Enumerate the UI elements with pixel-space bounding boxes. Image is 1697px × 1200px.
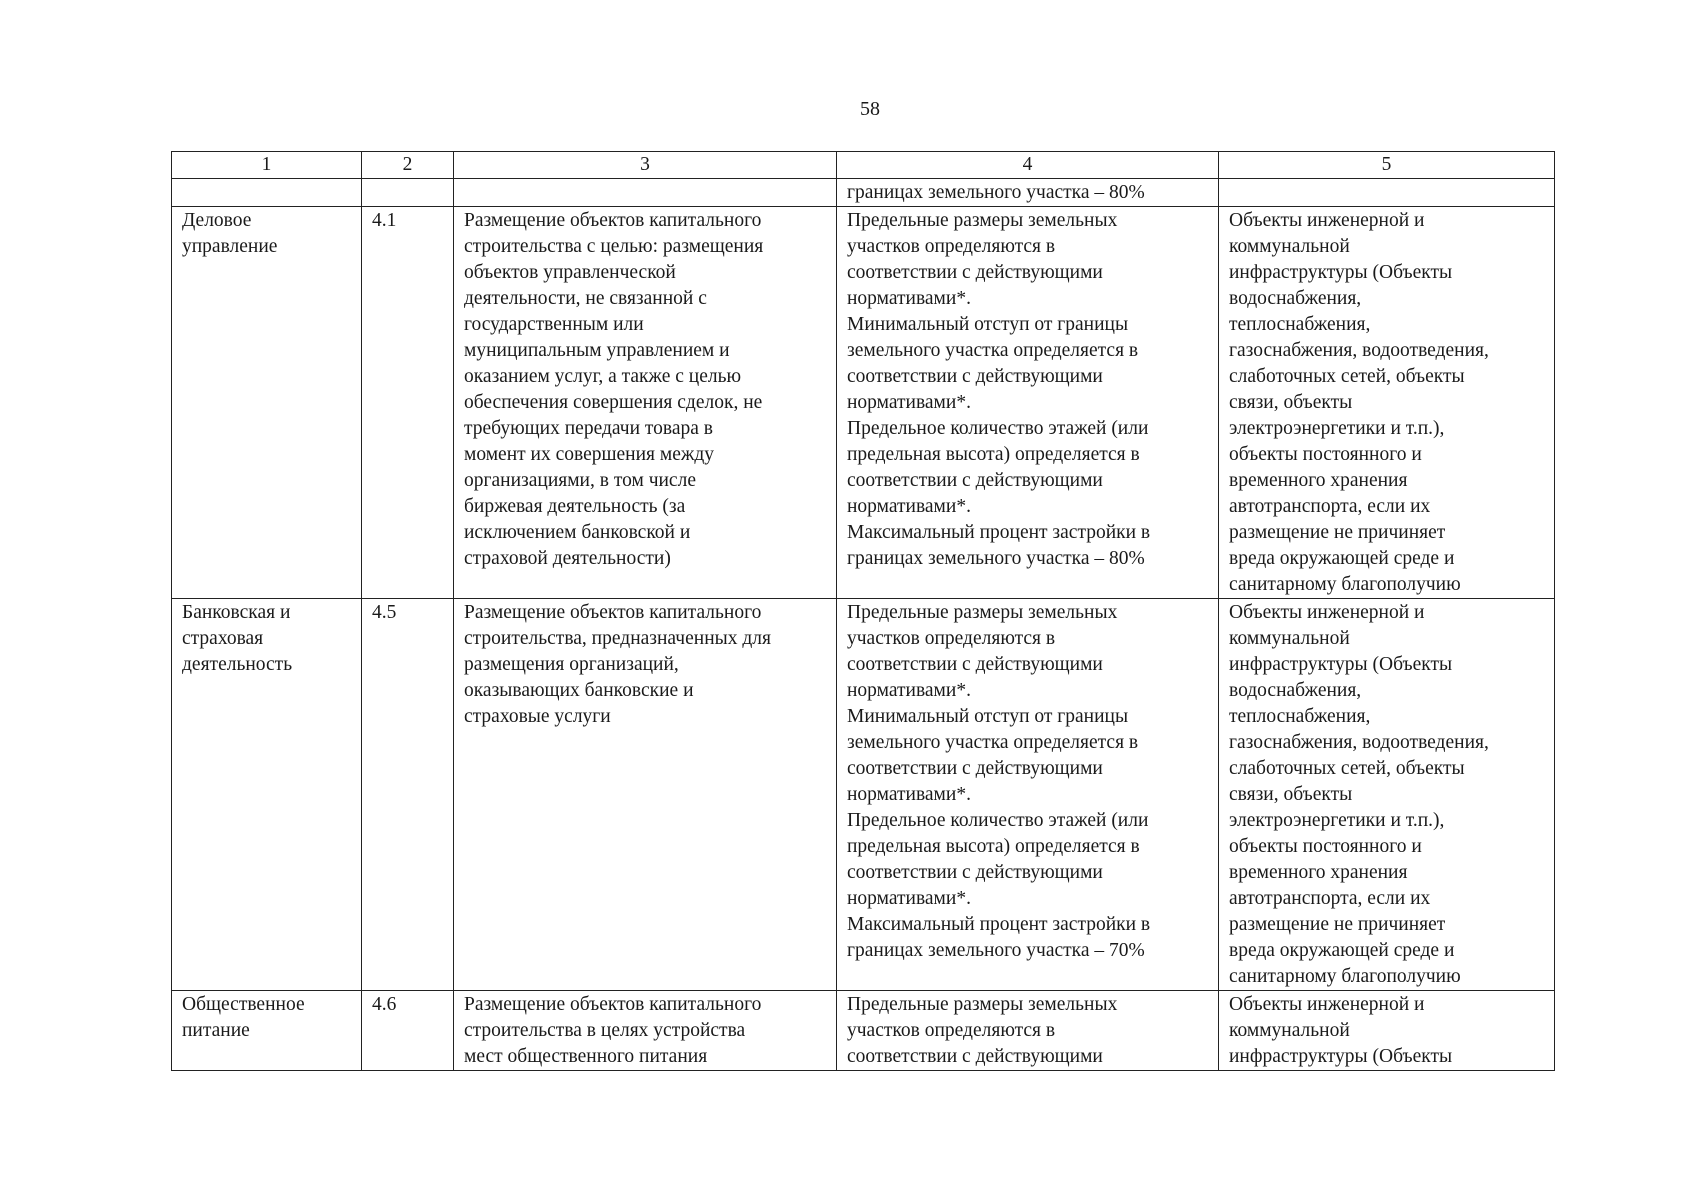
continuation-cell-5 (1219, 179, 1555, 207)
use-type-parameters: Предельные размеры земельных участков определяются в соответствии с действующими (837, 991, 1219, 1071)
use-type-auxiliary: Объекты инженерной и коммунальной инфраструктуры (Объекты (1219, 991, 1555, 1071)
continuation-cell-1 (172, 179, 362, 207)
use-type-auxiliary: Объекты инженерной и коммунальной инфраструктуры (Объекты водоснабжения, теплоснабжения, газоснабжения, водоотведения, слаботочных сетей, объекты связи, объекты электроэнергетики и т.п.), объекты постоянного и временного хранения автотранспорта, если их размещение не причиняет вреда окружающей среде и санитарному благополучию (1219, 599, 1555, 991)
continuation-row (172, 179, 1555, 207)
use-type-code: 4.1 (362, 207, 454, 599)
use-type-code: 4.5 (362, 599, 454, 991)
continuation-cell-4: границах земельного участка – 80% (837, 179, 1219, 207)
header-cell-5: 5 (1219, 152, 1555, 179)
continuation-cell-3 (454, 179, 837, 207)
header-cell-4: 4 (837, 152, 1219, 179)
land-use-table (171, 151, 1555, 1071)
header-cell-1: 1 (172, 152, 362, 179)
table-row (172, 599, 1555, 991)
use-type-description: Размещение объектов капитального строительства, предназначенных для размещения организаций, оказывающих банковские и страховые услуги (454, 599, 837, 991)
continuation-cell-2 (362, 179, 454, 207)
page-number: 58 (860, 98, 880, 120)
table-row (172, 991, 1555, 1071)
use-type-name: Общественное питание (172, 991, 362, 1071)
use-type-parameters: Предельные размеры земельных участков определяются в соответствии с действующими нормативами*. Минимальный отступ от границы земельного участка определяется в соответствии с действующими нормативами*. Предельное количество этажей (или предельная высота) определяется в соответствии с действующими нормативами*. Максимальный процент застройки в границах земельного участка – 80% (837, 207, 1219, 599)
use-type-parameters: Предельные размеры земельных участков определяются в соответствии с действующими нормативами*. Минимальный отступ от границы земельного участка определяется в соответствии с действующими нормативами*. Предельное количество этажей (или предельная высота) определяется в соответствии с действующими нормативами*. Максимальный процент застройки в границах земельного участка – 70% (837, 599, 1219, 991)
use-type-description: Размещение объектов капитального строительства с целью: размещения объектов управленческой деятельности, не связанной с государственным или муниципальным управлением и оказанием услуг, а также с целью обеспечения совершения сделок, не требующих передачи товара в момент их совершения между организациями, в том числе биржевая деятельность (за исключением банковской и страховой деятельности) (454, 207, 837, 599)
use-type-description: Размещение объектов капитального строительства в целях устройства мест общественного питания (454, 991, 837, 1071)
use-type-name: Деловое управление (172, 207, 362, 599)
use-type-name: Банковская и страховая деятельность (172, 599, 362, 991)
header-cell-3: 3 (454, 152, 837, 179)
table-row (172, 207, 1555, 599)
use-type-code: 4.6 (362, 991, 454, 1071)
header-row (172, 152, 1555, 179)
header-cell-2: 2 (362, 152, 454, 179)
use-type-auxiliary: Объекты инженерной и коммунальной инфраструктуры (Объекты водоснабжения, теплоснабжения, газоснабжения, водоотведения, слаботочных сетей, объекты связи, объекты электроэнергетики и т.п.), объекты постоянного и временного хранения автотранспорта, если их размещение не причиняет вреда окружающей среде и санитарному благополучию (1219, 207, 1555, 599)
